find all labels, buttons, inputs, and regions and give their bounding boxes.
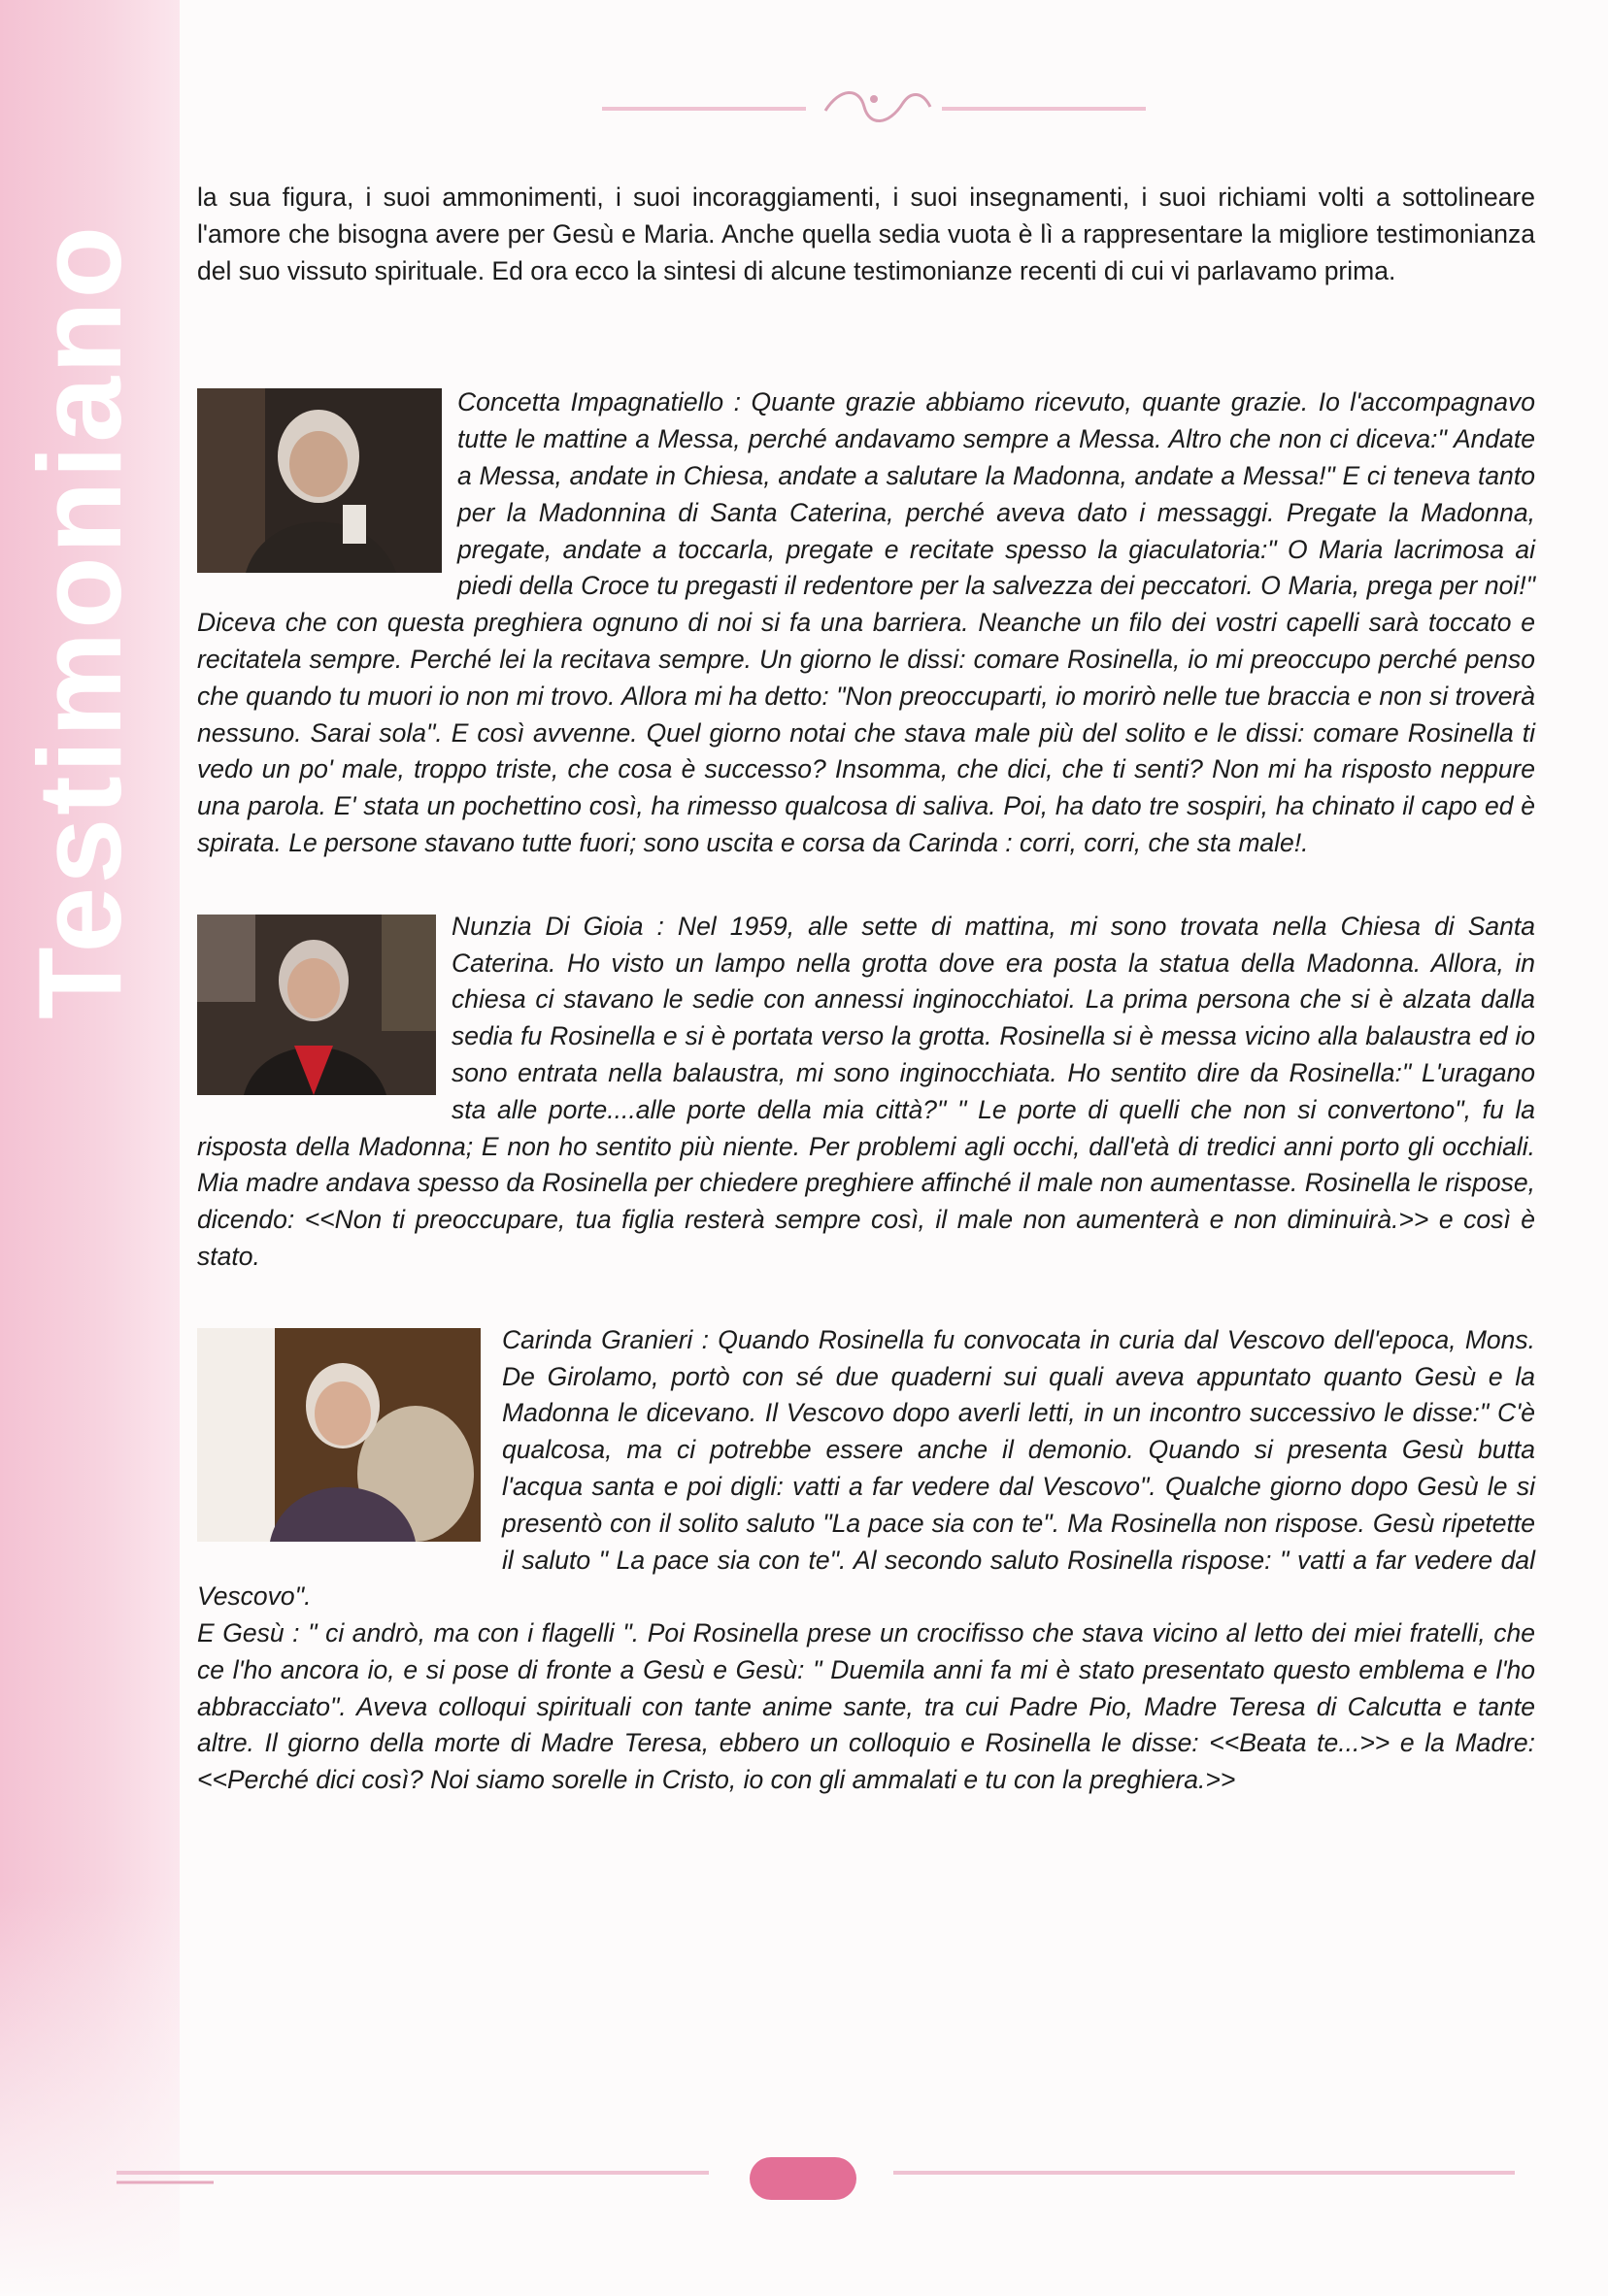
testimony-text: Carinda Granieri : Quando Rosinella fu convocata in curia dal Vescovo dell'epoca, Mons. De Girolamo, portò con sé due quaderni sui quali aveva appuntato quanto Gesù e la Madonna le dicevano. Il Vescovo dopo averli letti, in un incontro successivo le disse:" C'è qualcosa, ma ci potrebbe essere anche il demonio. Quando si presenta Gesù butta l'acqua santa e poi digli: vatti a far vedere dal Vescovo". Qualche giorno dopo Gesù le si presentò con il solito saluto "La pace sia con te". Ma Rosinella non rispose. Gesù ripetette il saluto " La pace sia con te". Al secondo saluto Rosinella rispose: " vatti a far vedere dal Vescovo".: [197, 1324, 1535, 1612]
intro-paragraph: la sua figura, i suoi ammonimenti, i suoi incoraggiamenti, i suoi insegnamenti, i suoi richiami volti a sottolineare l'amore che bisogna avere per Gesù e Maria. Anche quella sedia vuota è lì a rappresentare la migliore testimonianza del suo vissuto spirituale. Ed ora ecco la sintesi di alcune testimonianze recenti di cui vi parlavamo prima.: [197, 183, 1535, 285]
section-title: Testimoniano: [14, 222, 146, 1019]
testimony-carinda: [197, 1322, 1535, 1799]
top-ornament: [602, 78, 1146, 136]
photo-nunzia-di-gioia: [197, 915, 436, 1095]
testimony-nunzia: [197, 909, 1535, 1276]
testimony-text: Nunzia Di Gioia : Nel 1959, alle sette di mattina, mi sono trovata nella Chiesa di Santa Caterina. Ho visto un lampo nella grotta dove era posta la statua della Madonna. Allora, in chiesa ci stavano le sedie con annessi inginocchiatoi. La prima persona che si è alzata dalla sedia fu Rosinella e si è portata verso la grotta. Rosinella si è messa vicino alla balaustra ed io sono entrata nella balaustra, mi sono inginocchiata. Ho sentito dire da Rosinella:" L'uragano sta alle porte....alle porte della mia città?" " Le porte di quelli che non si convertono", fu la risposta della Madonna; E non ho sentito più niente. Per problemi agli occhi, dall'età di tredici anni porto gli occhiali. Mia madre andava spesso da Rosinella per chiedere preghiere affinché il male non aumentasse. Rosinella le rispose, dicendo: <<Non ti preoccupare, tua figlia resterà sempre così, il male non aumenterà e non diminuirà.>> e così è stato.: [197, 911, 1535, 1271]
testimony-text: Concetta Impagnatiello : Quante grazie abbiamo ricevuto, quante grazie. Io l'accompagnavo tutte le mattine a Messa, perché andavamo sempre a Messa. Altro che non ci diceva:" Andate a Messa, andate in Chiesa, andate a salutare la Madonna, andate a Messa!" E ci teneva tanto per la Madonnina di Santa Caterina, perché aveva dato i messaggi. Pregate la Madonna, pregate, andate a toccarla, pregate e recitate spesso la giaculatoria:" O Maria lacrimosa ai piedi della Croce tu pregasti il redentore per la salvezza dei peccatori. O Maria, prega per noi!" Diceva che con questa preghiera ognuno di noi si fa una barriera. Neanche un filo dei vostri capelli sarà toccato e recitatela sempre. Perché lei la recitava sempre. Un giorno le dissi: comare Rosinella, io mi preoccupo perché penso che quando tu muori io non mi trovo. Allora mi ha detto: "Non preoccuparti, io morirò nelle tue braccia e non si troverà nessuno. Sarai sola". E così avvenne. Quel giorno notai che stava male più del solito e le dissi: comare Rosinella ti vedo un po' male, troppo triste, che cosa è successo? Insomma, che dici, che ti senti? Non mi ha risposto neppure una parola. E' stata un pochettino così, ha rimesso qualcosa di saliva. Poi, ha dato tre sospiri, ha chinato il capo ed è spirata. Le persone stavano tutte fuori; sono uscita e corsa da Carinda : corri, corri, che sta male!.: [197, 387, 1535, 857]
photo-carinda-granieri: [197, 1328, 481, 1542]
page-number-badge: [750, 2157, 856, 2200]
testimony-concetta: [197, 384, 1535, 861]
photo-concetta-impagnatiello: [197, 388, 442, 573]
article: [197, 180, 1535, 1846]
testimony-text-continued: E Gesù : " ci andrò, ma con i flagelli ". Poi Rosinella prese un crocifisso che stava vicino al letto dei miei fratelli, che ce l'ho ancora io, e si pose di fronte a Gesù e Gesù: " Duemila anni fa mi è stato presentato questo emblema e l'ho abbracciato". Aveva colloqui spirituali con tante anime sante, tra cui Padre Pio, Madre Teresa di Calcutta e tante altre. Il giorno della morte di Madre Teresa, ebbero un colloquio e Rosinella le disse: <<Beata te...>> e la Madre: <<Perché dici così? Noi siamo sorelle in Cristo, io con gli ammalati e tu con la preghiera.>>: [197, 1618, 1535, 1795]
